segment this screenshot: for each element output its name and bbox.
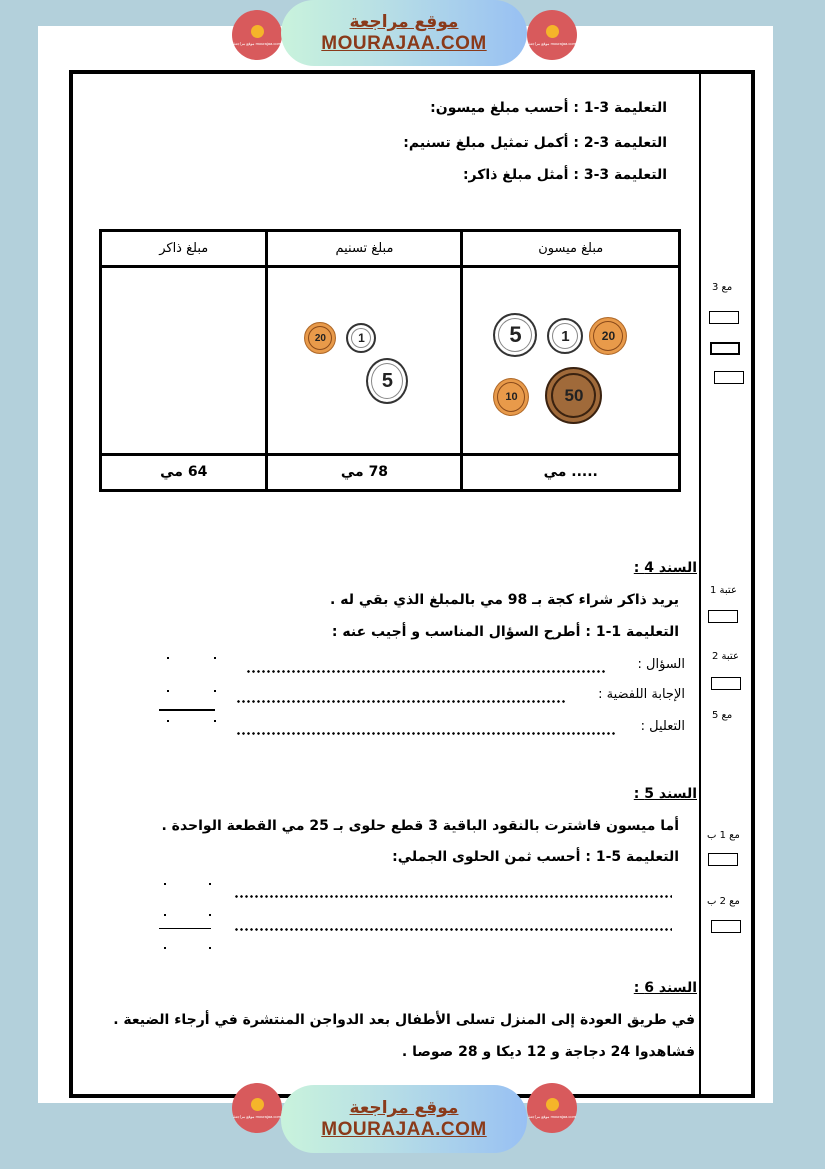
total-tasnim: 78 مي: [267, 454, 462, 490]
criterion-label: مع 1 ب: [707, 830, 740, 841]
coin-20: 20: [304, 322, 336, 354]
instruction-3-1: التعليمة 3-1 : أحسب مبلغ ميسون:: [430, 100, 667, 116]
verbal-answer-line[interactable]: [236, 700, 566, 703]
criterion-label: مع 2 ب: [707, 896, 740, 907]
fraction-dot: [164, 914, 166, 916]
score-box[interactable]: [709, 311, 739, 324]
header-maysoun: مبلغ ميسون: [462, 231, 680, 267]
site-badge-left: موقع مراجعة mourajaa.com: [232, 10, 282, 60]
section-6-title: السند 6 :: [633, 980, 697, 996]
section-6-text-line2: فشاهدوا 24 دجاجة و 12 ديكا و 28 صوصا .: [401, 1044, 695, 1060]
coins-maysoun: [462, 267, 680, 455]
verbal-answer-label: الإجابة اللفضية :: [598, 687, 685, 702]
criterion-label: عتبة 2: [712, 651, 739, 662]
site-name-en: MOURAJAA.COM: [321, 1119, 487, 1140]
site-badge-right: موقع مراجعة mourajaa.com: [527, 10, 577, 60]
score-box[interactable]: [708, 853, 738, 866]
worksheet-frame: [69, 70, 755, 1098]
criterion-label: مع 5: [712, 710, 733, 721]
section-4-title: السند 4 :: [633, 560, 697, 576]
section-4-instruction: التعليمة 1-1 : أطرح السؤال المناسب و أجيب عنه :: [331, 624, 679, 640]
score-box[interactable]: [714, 371, 744, 384]
book-icon: [251, 1098, 264, 1111]
question-answer-line[interactable]: [246, 670, 606, 673]
site-name-en: MOURAJAA.COM: [321, 33, 487, 54]
site-name-ar: موقع مراجعة: [349, 12, 459, 32]
fraction-dot: [209, 914, 211, 916]
fraction-dot: [209, 883, 211, 885]
section-4-text: يريد ذاكر شراء كجة بـ 98 مي بالمبلغ الذي بقي له .: [330, 592, 679, 608]
instruction-3-3: التعليمة 3-3 : أمثل مبلغ ذاكر:: [462, 167, 667, 183]
fraction-bar: [159, 928, 211, 929]
coins-thaker-empty[interactable]: [101, 267, 267, 455]
fraction-bar: [159, 709, 215, 711]
coin-1: 1: [346, 323, 376, 353]
section-5-text: أما ميسون فاشترت بالنقود الباقية 3 قطع حلوى بـ 25 مي القطعة الواحدة .: [161, 818, 679, 834]
book-icon: [546, 1098, 559, 1111]
site-name-ar: موقع مراجعة: [349, 1098, 459, 1118]
section-5-title: السند 5 :: [633, 786, 697, 802]
score-box[interactable]: [710, 342, 740, 355]
amounts-table: [99, 229, 681, 492]
fraction-dot: [167, 720, 169, 722]
book-icon: [546, 25, 559, 38]
fraction-dot: [167, 690, 169, 692]
footer-banner[interactable]: [281, 1085, 527, 1153]
score-box[interactable]: [711, 677, 741, 690]
answer-line-1[interactable]: [234, 895, 672, 898]
question-label: السؤال :: [637, 657, 685, 672]
grading-column-divider: [699, 70, 701, 1098]
fraction-dot: [209, 947, 211, 949]
criterion-label: مع 3: [712, 282, 733, 293]
fraction-dot: [164, 883, 166, 885]
coin-20: 20: [589, 317, 627, 355]
instruction-3-2: التعليمة 3-2 : أكمل تمثيل مبلغ تسنيم:: [403, 135, 667, 151]
answer-line-2[interactable]: [234, 928, 672, 931]
header-banner[interactable]: [281, 0, 527, 66]
fraction-dot: [214, 690, 216, 692]
book-icon: [251, 25, 264, 38]
score-box[interactable]: [711, 920, 741, 933]
coin-1: 1: [547, 318, 583, 354]
justification-line[interactable]: [236, 732, 616, 735]
total-maysoun[interactable]: ..... مي: [462, 454, 680, 490]
header-thaker: مبلغ ذاكر: [101, 231, 267, 267]
criterion-label: عتبة 1: [710, 585, 737, 596]
coin-50: 50: [545, 367, 602, 424]
total-thaker: 64 مي: [101, 454, 267, 490]
site-badge-left: موقع مراجعة mourajaa.com: [232, 1083, 282, 1133]
section-6-text-line1: في طريق العودة إلى المنزل تسلى الأطفال بعد الدواجن المنتشرة في أرجاء الضيعة .: [113, 1012, 695, 1028]
header-tasnim: مبلغ تسنيم: [267, 231, 462, 267]
justification-label: التعليل :: [640, 719, 685, 734]
coin-5: 5: [366, 358, 408, 404]
coin-10: 10: [493, 378, 529, 416]
coin-5: 5: [493, 313, 537, 357]
coins-tasnim: [267, 267, 462, 455]
site-badge-right: موقع مراجعة mourajaa.com: [527, 1083, 577, 1133]
fraction-dot: [214, 720, 216, 722]
fraction-dot: [214, 657, 216, 659]
score-box[interactable]: [708, 610, 738, 623]
fraction-dot: [164, 947, 166, 949]
section-5-instruction: التعليمة 5-1 : أحسب ثمن الحلوى الجملي:: [392, 849, 679, 865]
fraction-dot: [167, 657, 169, 659]
